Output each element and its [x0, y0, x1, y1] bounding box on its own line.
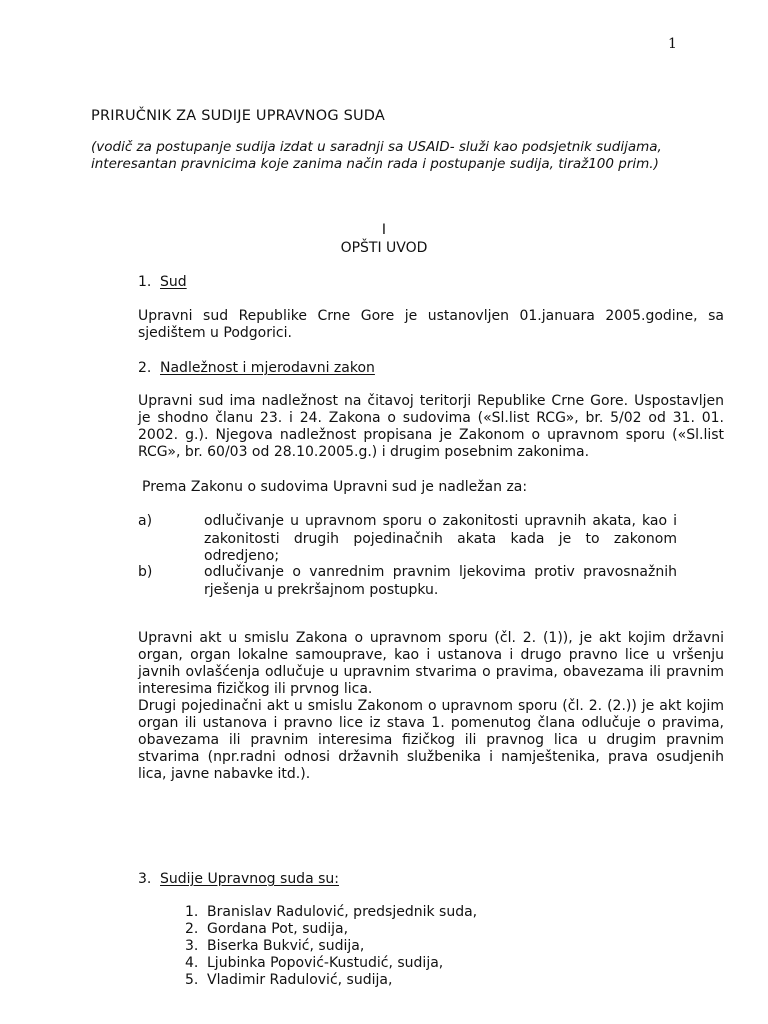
judge-name: Ljubinka Popović-Kustudić, sudija,: [207, 955, 444, 971]
list-item-b-marker: b): [138, 564, 153, 580]
section-1-title: Sud: [160, 274, 187, 290]
section-3-heading: [138, 871, 339, 887]
section-1-number: 1.: [138, 274, 152, 290]
judge-name: Biserka Bukvić, sudija,: [207, 938, 365, 954]
section-2-paragraph-4: Drugi pojedinačni akt u smislu Zakonom o upravnom sporu (čl. 2. (2.)) je akt kojim organ ili ustanova i pravno lice iz stava 1. pomenutog člana odlučuje o pravima, obavezama ili pravnim interesima fizičkog ili pravnog lica u drugim pravnim stvarima (npr.radni odnosi državnih službenika i namještenika, prava osudjenih lica, javne nabavke itd.).: [138, 698, 724, 782]
section-2-title: Nadležnost i mjerodavni zakon: [160, 360, 375, 376]
section-2-paragraph-1: Upravni sud ima nadležnost na čitavoj teritorji Republike Crne Gore. Uspostavljen je shodno članu 23. i 24. Zakona o sudovima («Sl.list RCG», br. 5/02 od 31. 01. 2002. g.). Njegova nadležnost propisana je Zakonom o upravnom sporu («Sl.list RCG», br. 60/03 od 28.10.2005.g.) i drugim posebnim zakonima.: [138, 393, 724, 460]
section-1-heading: [138, 274, 187, 290]
judge-name: Vladimir Radulović, sudija,: [207, 972, 393, 988]
section-1-text: Upravni sud Republike Crne Gore je ustanovljen 01.januara 2005.godine, sa sjedištem u Podgorici.: [138, 308, 724, 341]
section-2-paragraph-3: Upravni akt u smislu Zakona o upravnom sporu (čl. 2. (1)), je akt kojim državni organ, organ lokalne samouprave, kao i ustanova i drugo pravno lice u vršenju javnih ovlašćenja odlučuje u upravnim stvarima o pravima, obavezama ili pravnim interesima fizičkog ili prvnog lica.: [138, 630, 724, 697]
list-item-b: [138, 564, 677, 599]
judge-list-item: [185, 955, 443, 972]
chapter-title: OPŠTI UVOD: [340, 240, 428, 256]
section-2-heading: [138, 360, 375, 376]
list-item-a-text: odlučivanje u upravnom sporu o zakonitosti upravnih akata, kao i zakonitosti drugih pojedinačnih akata kada je to zakonom odredjeno;: [204, 513, 677, 564]
list-item-b-text: odlučivanje o vanrednim pravnim ljekovima protiv pravosnažnih rješenja u prekršajnom postupku.: [204, 564, 677, 598]
document-subtitle: (vodič za postupanje sudija izdat u saradnji sa USAID- služi kao podsjetnik sudijama, interesantan pravnicima koje zanima način rada i postupanje sudija, tiraž100 prim.): [91, 139, 662, 172]
section-2-number: 2.: [138, 360, 152, 376]
section-3-number: 3.: [138, 871, 152, 887]
judge-number: 5.: [185, 972, 199, 988]
judge-number: 1.: [185, 904, 199, 920]
section-2-paragraph-2: Prema Zakonu o sudovima Upravni sud je nadležan za:: [142, 479, 528, 495]
judge-number: 3.: [185, 938, 199, 954]
judge-name: Branislav Radulović, predsjednik suda,: [207, 904, 478, 920]
list-item-a: [138, 513, 677, 566]
judge-list-item: [185, 938, 364, 955]
list-item-a-marker: a): [138, 513, 153, 529]
judge-list-item: [185, 972, 392, 989]
judge-number: 2.: [185, 921, 199, 937]
judge-list-item: [185, 904, 477, 921]
section-3-title: Sudije Upravnog suda su:: [160, 871, 339, 887]
judge-number: 4.: [185, 955, 199, 971]
chapter-roman-numeral: I: [381, 222, 387, 238]
judge-name: Gordana Pot, sudija,: [207, 921, 349, 937]
document-title: PRIRUČNIK ZA SUDIJE UPRAVNOG SUDA: [91, 108, 386, 124]
judge-list-item: [185, 921, 348, 938]
page-number: 1: [668, 36, 677, 52]
